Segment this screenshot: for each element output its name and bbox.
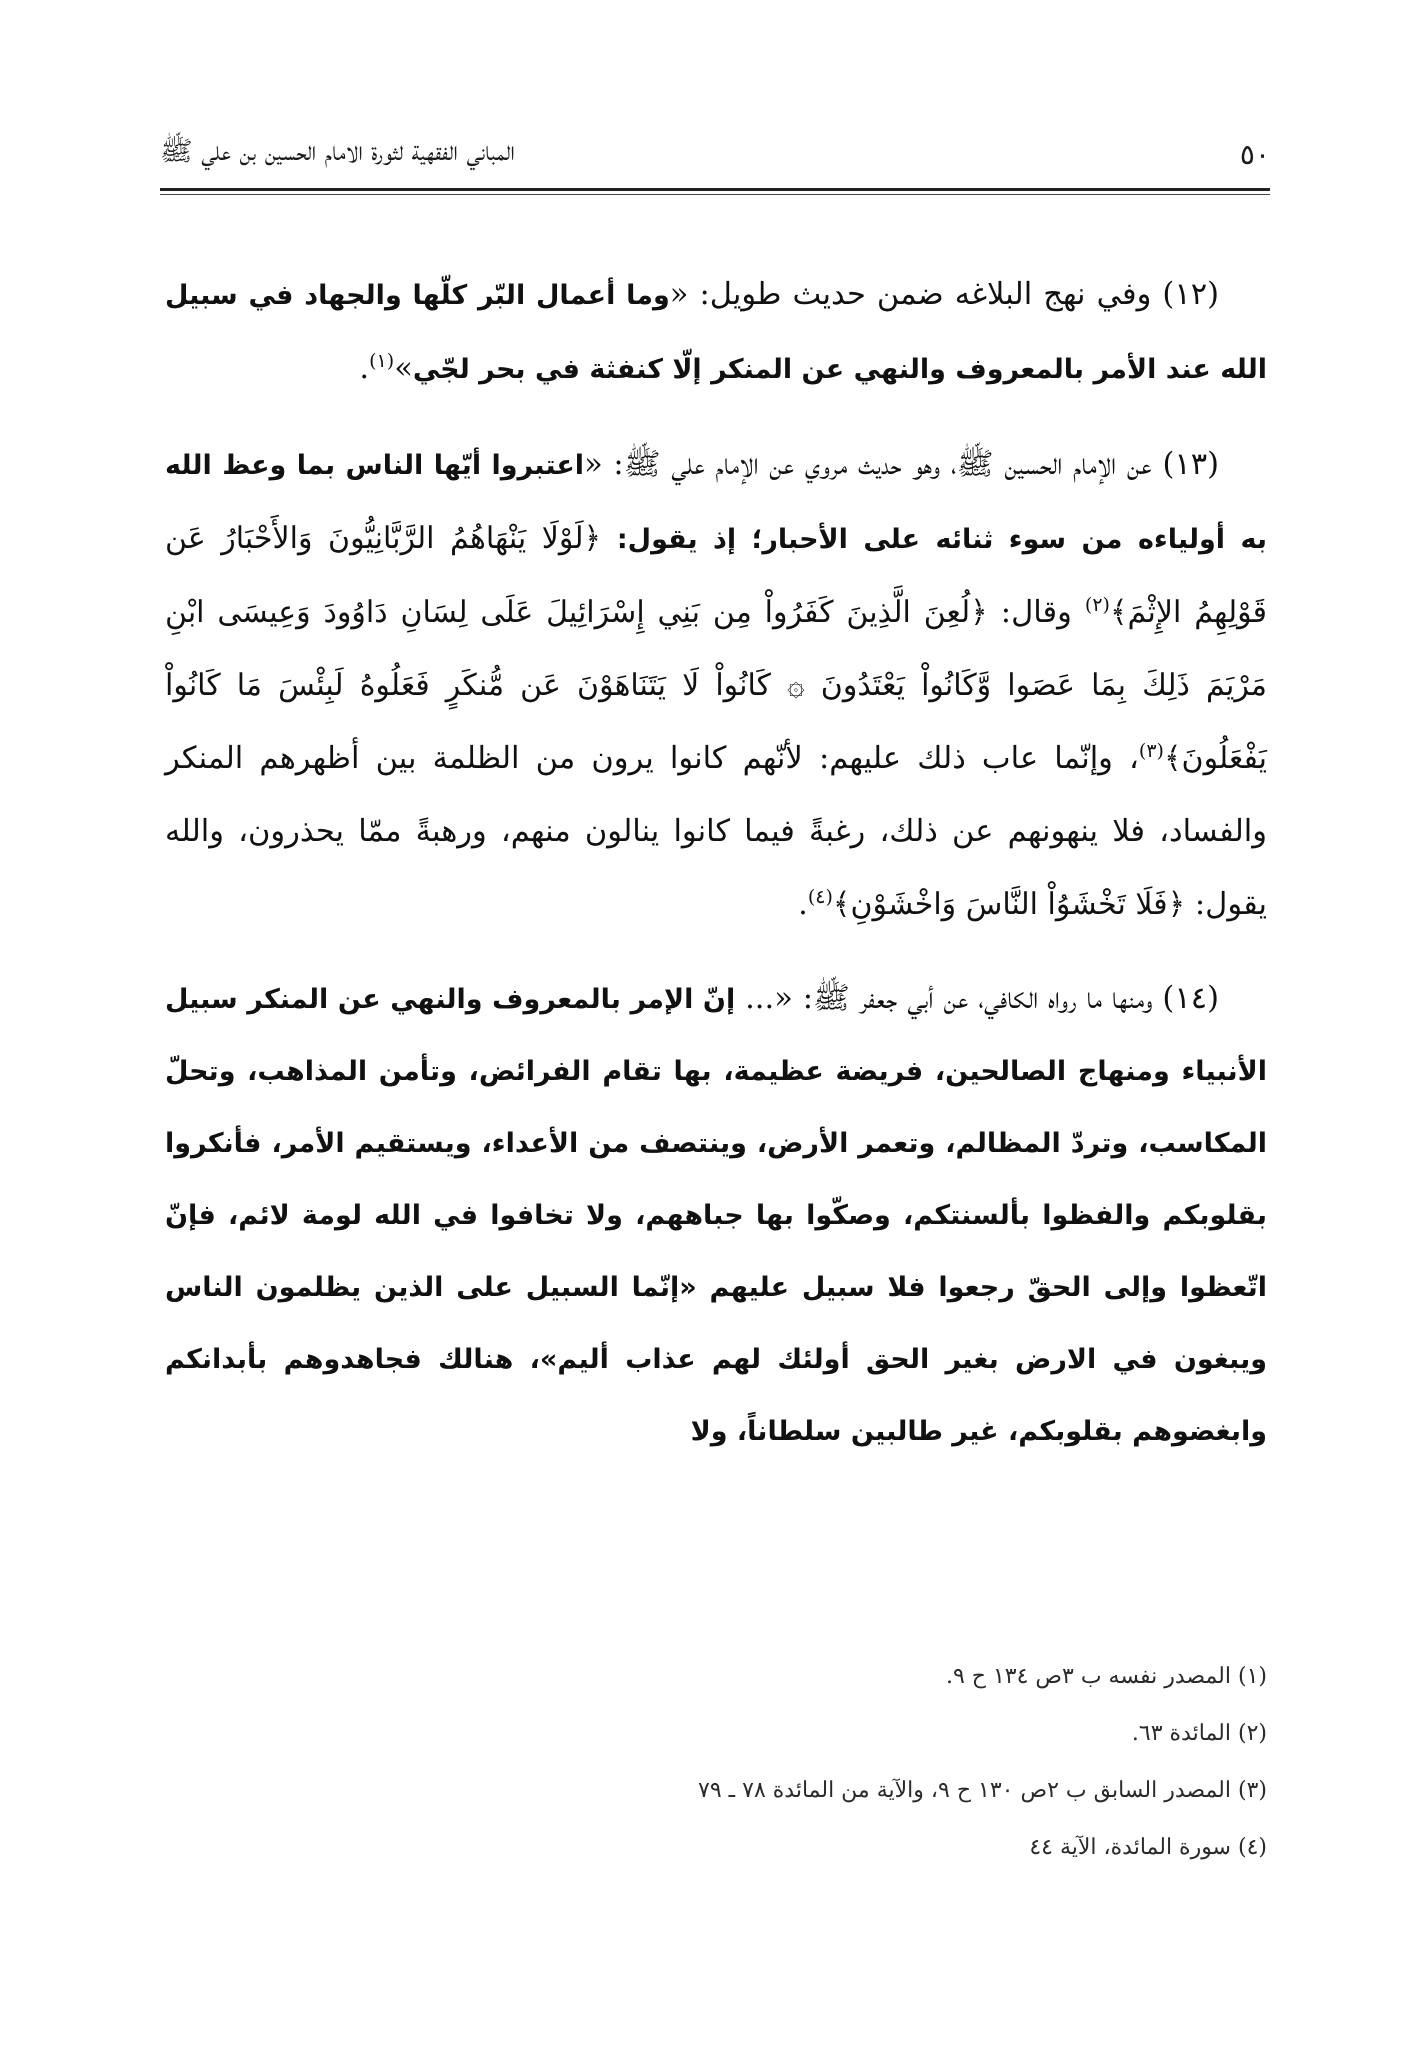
footnote-ref-2[interactable]: (٢) bbox=[1084, 593, 1110, 616]
footnote-3: (٣) المصدر السابق ب ٢ص ١٣٠ ح ٩، والآية من المائدة ٧٨ ـ ٧٩ bbox=[698, 1778, 1267, 1803]
quran-verse-1: ﴿لَوْلَا يَنْهَاهُمُ الرَّبَّانِيُّونَ وَالأَحْبَارُ عَن قَوْلِهِمُ الإِثْمَ﴾ bbox=[165, 521, 1267, 630]
paragraph-12 bbox=[165, 258, 1267, 406]
quran-verse-2: ﴿لُعِنَ الَّذِينَ كَفَرُواْ مِن بَنِي إِسْرَائِيلَ عَلَى لِسَانِ دَاوُودَ وَعِيسَى ابْنِ مَرْيَمَ ذَلِكَ بِمَا عَصَوا وَّكَانُواْ يَعْتَدُونَ ۞ كَانُواْ لَا يَتَنَاهَوْنَ عَن مُّنكَرٍ فَعَلُوهُ لَبِئْسَ مَا كَانُواْ يَفْعَلُونَ﴾ bbox=[165, 595, 1267, 776]
p13-intro: (١٣) عن الإمام الحسين ﷺ، وهو حديث مروي عن الإمام علي ﷺ: « bbox=[584, 447, 1220, 482]
paragraph-13 bbox=[165, 428, 1267, 941]
p13-quote: اعتبروا أيّها الناس بما وعظ الله به أولياءه من سوء ثنائه على الأحبار؛ إذ يقول: bbox=[165, 450, 1267, 555]
p12-close: » bbox=[394, 351, 413, 386]
footnote-ref-1[interactable]: (١) bbox=[369, 349, 395, 372]
p13-mid-1: وقال: bbox=[987, 595, 1085, 630]
main-text bbox=[165, 258, 1267, 1489]
page-header bbox=[160, 128, 1270, 180]
p14-intro: (١٤) ومنها ما رواه الكافي، عن أبي جعفر ﷺ: «... bbox=[735, 981, 1219, 1016]
footnote-ref-3[interactable]: (٣) bbox=[1138, 739, 1164, 762]
p12-end: . bbox=[359, 351, 370, 386]
p12-quote: وما أعمال البّر كلّها والجهاد في سبيل الله عند الأمر بالمعروف والنهي عن المنكر إلّا كنفثة في بحر لجّي bbox=[165, 280, 1267, 385]
footnote-ref-4[interactable]: (٤) bbox=[807, 885, 833, 908]
quran-verse-3: ﴿فَلَا تَخْشَوُاْ النَّاسَ وَاخْشَوْنِ﴾ bbox=[832, 887, 1186, 922]
page-number: ٥٠ bbox=[1239, 137, 1270, 171]
p14-quote: إنّ الإمر بالمعروف والنهي عن المنكر سبيل الأنبياء ومنهاج الصالحين، فريضة عظيمة، بها تقام الفرائض، وتأمن المذاهب، وتحلّ المكاسب، وتردّ المظالم، وتعمر الأرض، وينتصف من الأعداء، ويستقيم الأمر، فأنكروا بقلوبكم والفظوا بألسنتكم، وصكّوا بها جباههم، ولا تخافوا في الله لومة لائم، فإنّ اتّعظوا وإلى الحقّ رجعوا فلا سبيل عليهم «إنّما السبيل على الذين يظلمون الناس ويبغون في الارض بغير الحق أولئك لهم عذاب أليم»، هنالك فجاهدوهم بأبدانكم وابغضوهم بقلوبكم، غير طالبين سلطاناً، ولا bbox=[165, 984, 1267, 1447]
p13-mid-2: ، وإنّما عاب ذلك عليهم: لأنّهم كانوا يرون من الظلمة بين أظهرهم المنكر والفساد، فلا ينهونهم عن ذلك، رغبةً فيما كانوا ينالون منهم، ورهبةً ممّا يحذرون، والله يقول: bbox=[165, 741, 1267, 922]
p12-intro: (١٢) وفي نهج البلاغه ضمن حديث طويل: « bbox=[669, 277, 1219, 312]
paragraph-14 bbox=[165, 963, 1267, 1467]
footnotes bbox=[165, 1648, 1267, 1876]
footnote-2: (٢) المائدة ٦٣. bbox=[1131, 1721, 1267, 1746]
footnote-4: (٤) سورة المائدة، الآية ٤٤ bbox=[1029, 1835, 1267, 1860]
header-rule bbox=[160, 188, 1270, 191]
footnote-1: (١) المصدر نفسه ب ٣ص ١٣٤ ح ٩. bbox=[945, 1664, 1267, 1689]
p13-end: . bbox=[798, 887, 808, 922]
running-title: المباني الفقهية لثورة الامام الحسين بن علي ﷺ bbox=[160, 136, 515, 167]
header-rule-thin bbox=[160, 194, 1270, 195]
